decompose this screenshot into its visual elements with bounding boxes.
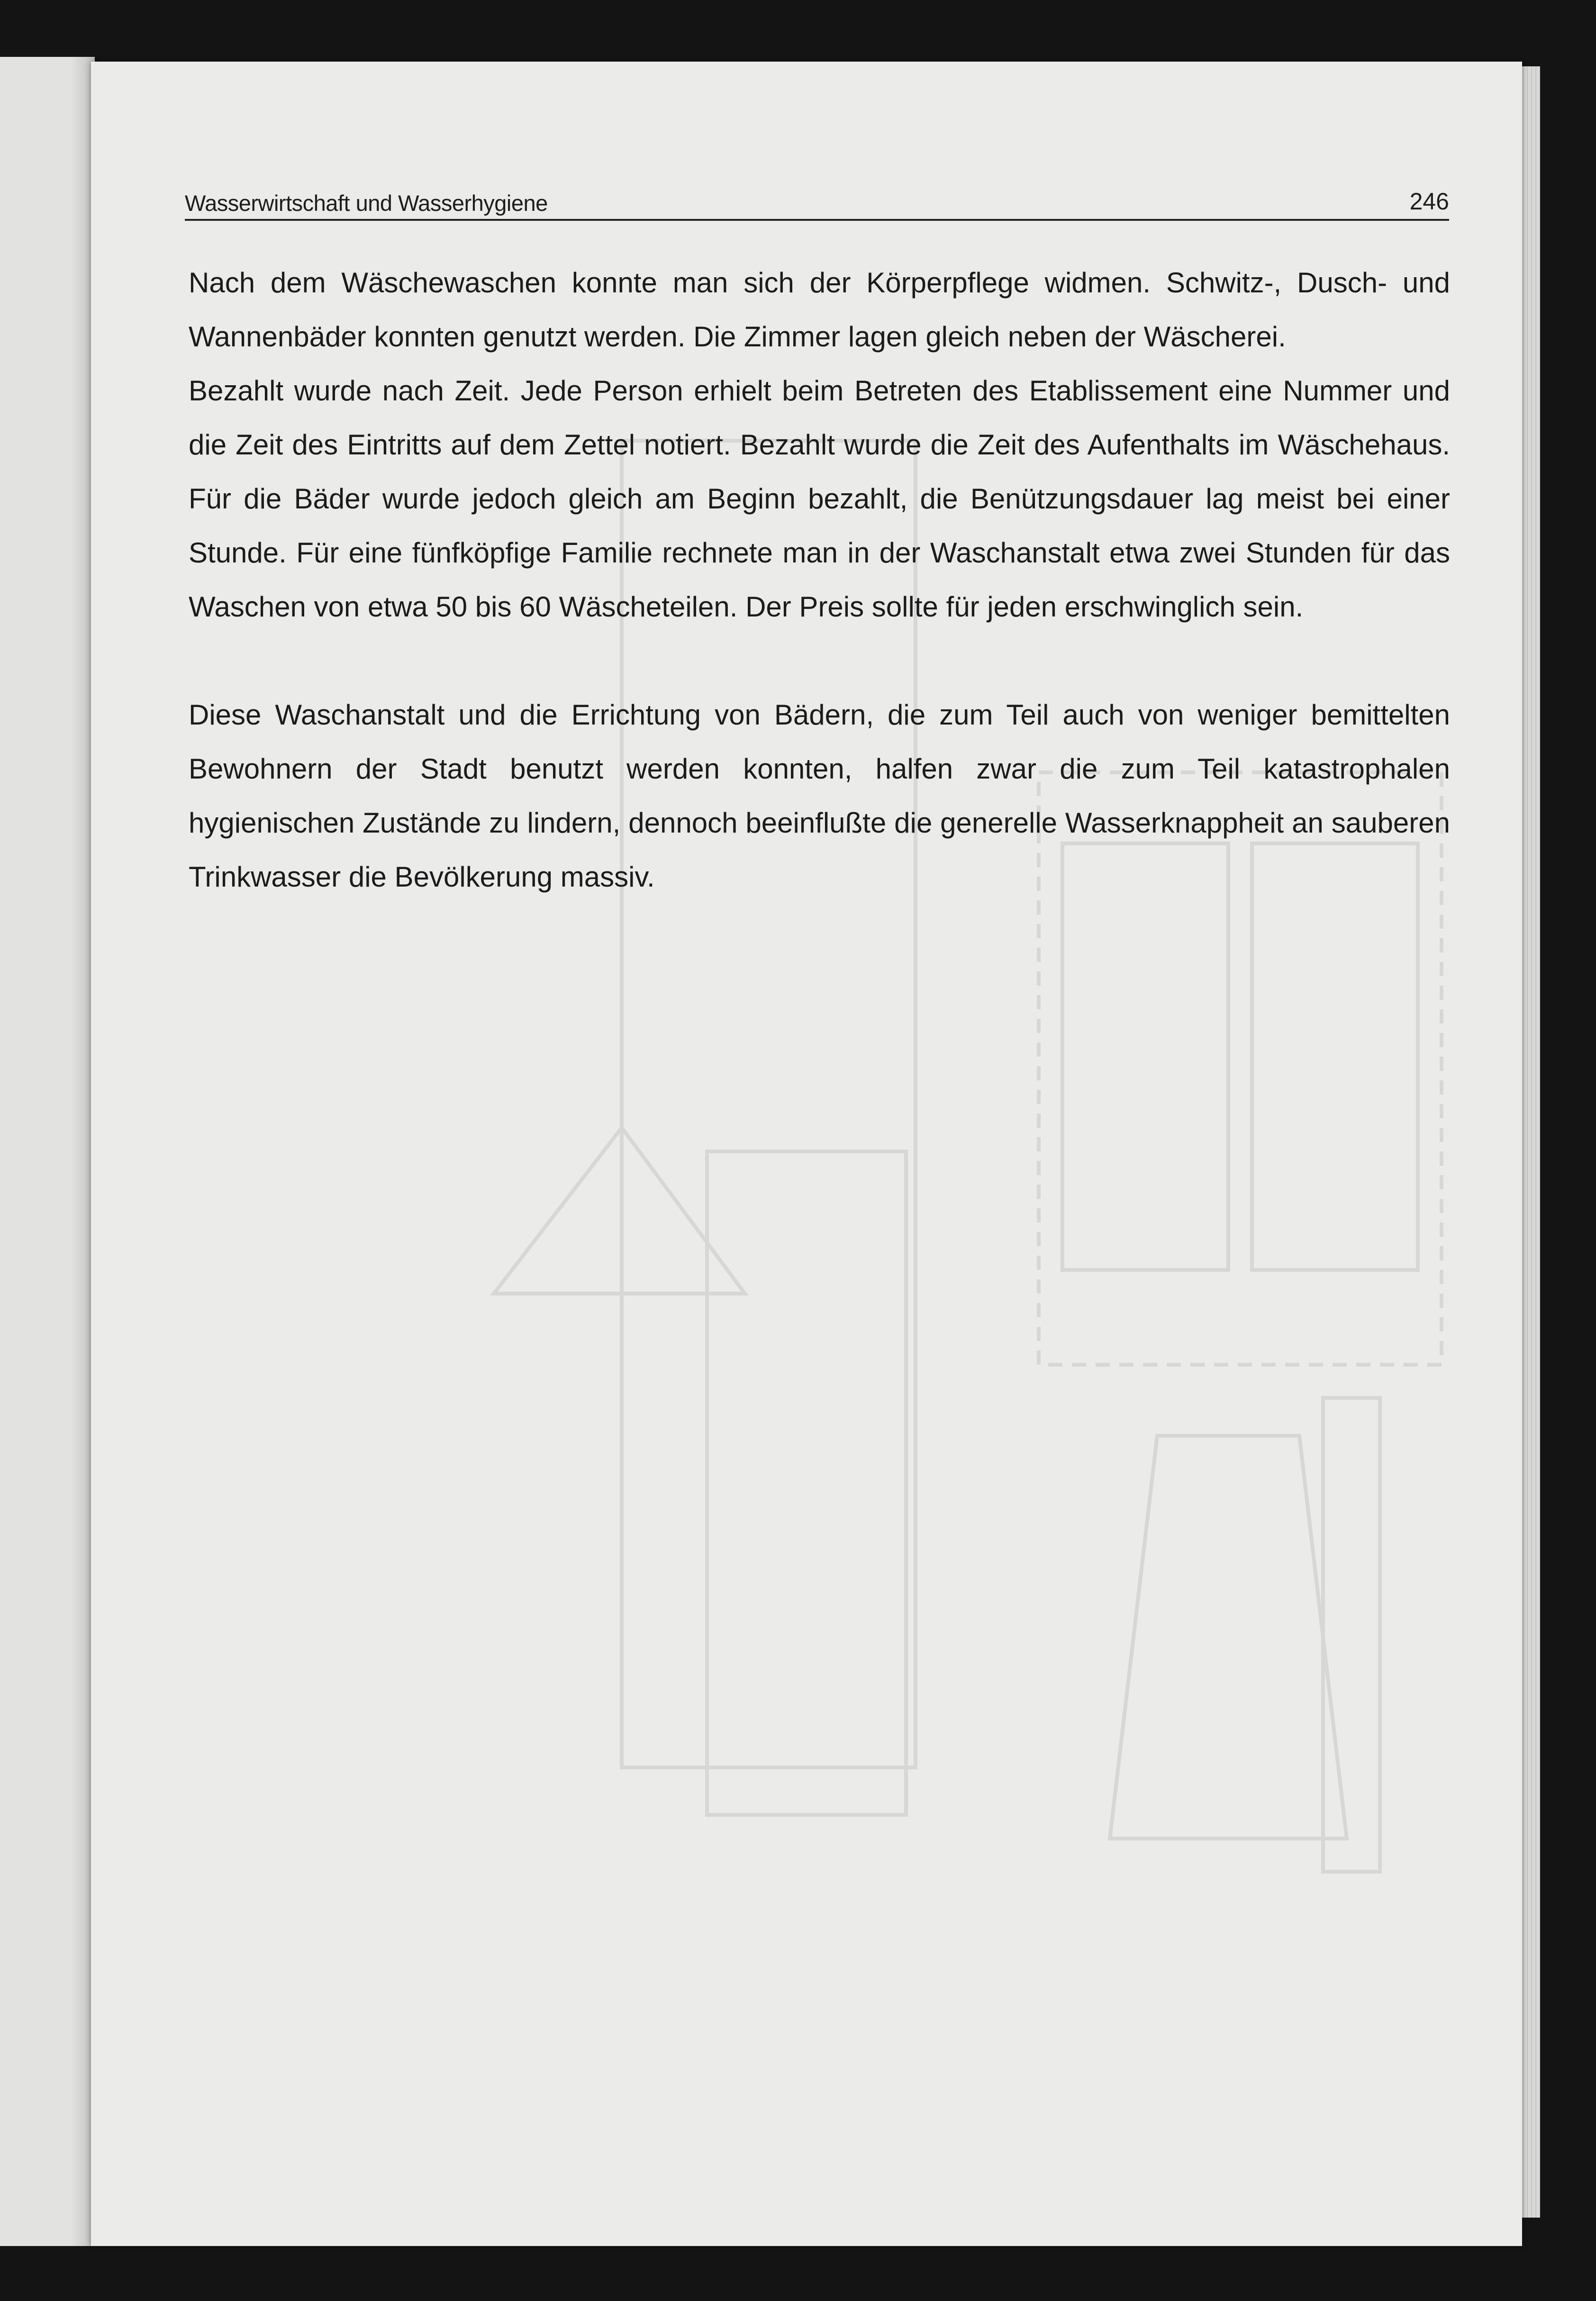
paragraph: Nach dem Wäschewaschen konnte man sich der Körperpflege widmen. Schwitz-, Dusch- und Wannenbäder konnten genutzt werden. Die Zimmer lagen gleich neben der Wäscherei. bbox=[189, 267, 1450, 353]
page-number: 246 bbox=[1409, 188, 1449, 215]
paragraph: Diese Waschanstalt und die Errichtung von Bädern, die zum Teil auch von weniger bemittelten Bewohnern der Stadt benutzt werden konnten, halfen zwar die zum Teil katastrophalen hygienischen Zustände zu lindern, dennoch beeinflußte die generelle Wasserknappheit an sauberen Trinkwasser die Bevölkerung massiv. bbox=[189, 699, 1450, 893]
body-text bbox=[189, 256, 1450, 904]
running-header bbox=[185, 186, 1449, 221]
paragraph: Bezahlt wurde nach Zeit. Jede Person erhielt beim Betreten des Etablissement eine Nummer und die Zeit des Eintritts auf dem Zettel notiert. Bezahlt wurde die Zeit des Aufenthalts im Wäschehaus. Für die Bäder wurde jedoch gleich am Beginn bezahlt, die Benützungsdauer lag meist bei einer Stunde. Für eine fünfköpfige Familie rechnete man in der Waschanstalt etwa zwei Stunden für das Waschen von etwa 50 bis 60 Wäscheteilen. Der Preis sollte für jeden erschwinglich sein. bbox=[189, 375, 1450, 623]
header-title: Wasserwirtschaft und Wasserhygiene bbox=[185, 190, 548, 216]
document-page bbox=[91, 62, 1522, 2246]
paragraph-spacer bbox=[189, 634, 1450, 688]
